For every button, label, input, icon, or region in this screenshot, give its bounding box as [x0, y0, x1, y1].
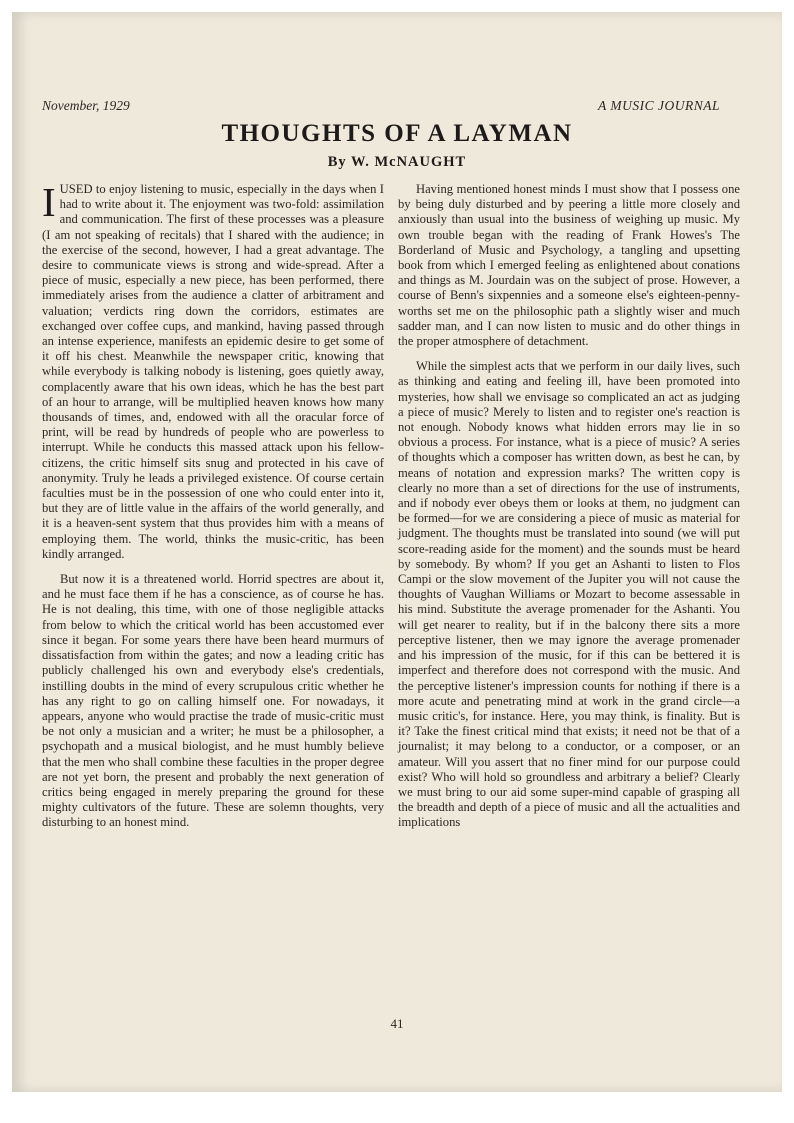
left-column — [42, 179, 384, 831]
paragraph — [42, 179, 384, 562]
journal-page — [12, 12, 782, 1092]
article-title: THOUGHTS OF A LAYMAN — [221, 120, 573, 147]
page-number: 41 — [390, 1016, 404, 1031]
paragraph: But now it is a threatened world. Horrid spectres are about it, and he must face them if he has a conscience, as of course he has. He is not dealing, this time, with one of those negligible attacks from below to which the critical world has been accustomed ever since it began. For some years there have been heard murmurs of dissatisfaction from within the gates; and now a leading critic has publicly challenged his own and everybody else's credentials, instilling doubts in the mind of every scrupulous critic whether he has any right to go on calling himself one. For nowadays, it appears, anyone who would practise the trade of music-critic must be not only a musician and a writer; he must be a philosopher, a psychopath and a musical biologist, and he must humbly believe that the men who shall combine these faculties in the proper degree are not yet born, the present and probably the next generation of critics being engaged in merely preparing the ground for these mighty cultivators of the future. These are solemn thoughts, very disturbing to an honest mind. — [42, 572, 384, 830]
article-byline: By W. McNAUGHT — [327, 154, 467, 170]
paragraph-text: USED to enjoy listening to music, especially in the days when I had to write about it. The enjoyment was two-fold: assimilation and communication. The first of these processes was a pleasure (I am not speaking of recitals) that I shared with the audience; in the exercise of the second, however, I had a great advantage. The desire to communicate views is strong and wide-spread. After a piece of music, especially a new piece, has been performed, there immediately arises from the audience a clatter of arbitrament and valuation; verdicts ring down the corridors, estimates are exchanged over coffee cups, and mankind, having passed through an intense experience, manifests an epidemic desire to get some of it off his chest. Meanwhile the newspaper critic, knowing that while everybody is talking nobody is listening, goes quietly away, complacently aware that his own ideas, which he has the best part of an hour to arrange, will be multiplied heaven knows how many thousands of times, and, endowed with all the oracular force of print, will be read by hundreds of people who are powerless to interrupt. While he conducts this massed attack upon his fellow-citizens, the critic himself sits snug and protected in his cave of anonymity. Truly he leads a privileged existence. Of course certain faculties must be in the possession of one who could enter into it, but they are of little value in the affairs of the world generally, and it is a heaven-sent system that thus provides him with a means of employing them. The world, thinks the music-critic, has been kindly arranged. — [42, 182, 384, 561]
paragraph: Having mentioned honest minds I must show that I possess one by being duly disturbed and by peering a little more closely and anxiously than usual into the business of weighing up music. My own trouble began with the reading of Frank Howes's The Borderland of Music and Psychology, a tangling and upsetting book from which I emerged feeling as enlightened about conations and things as M. Jourdain was on the subject of prose. However, a course of Benn's sixpennies and a someone else's eighteen-penny-worths set me on the philosophic path a slightly wiser and much sadder man, and I can now listen to music and do other things in the proper atmosphere of detachment. — [398, 182, 740, 349]
issue-date: November, 1929 — [42, 98, 130, 113]
paragraph: While the simplest acts that we perform in our daily lives, such as thinking and eating and feeling ill, have been promoted into mysteries, how shall we envisage so complicated an act as judging a piece of music? Merely to listen and to register one's reaction is not enough. Nobody knows what hidden errors may lie in so obvious a process. For instance, what is a piece of music? A series of thoughts which a composer has written down, as best he can, by means of notation and expression marks? The written copy is clearly no more than a set of directions for the use of instruments, and if nobody ever obeys them or looks at them, no judgment can be formed—for we are considering a piece of music as material for judgment. The thoughts must be translated into sound (we will put score-reading aside for the moment) and the sounds must be heard by somebody. By whom? If you get an Ashanti to listen to Flos Campi or the slow movement of the Jupiter you will not cause the thoughts of Vaughan Williams or Mozart to become assessable in his mind. Substitute the average promenader for the Ashanti. You will get nearer to reality, but if in the balcony there sits a more perceptive listener, then we may ignore the average promenader and his impression of the music, for if this can be bettered it is imperfect and therefore does not correspond with the music. And the perceptive listener's impression counts for nothing if there is a more acute and penetrating mind at work in the grand circle—a music critic's, for instance. Here, you may think, is finality. But is it? Take the finest critical mind that exists; it need not be that of a journalist; it may belong to a conductor, or a composer, or an amateur. Will you assert that no finer mind for our purpose could exist? Who will hold so groundless and arbitrary a belief? Clearly we must bring to our aid some super-mind capable of grasping all the breadth and depth of a piece of music and all the actualities and implications — [398, 359, 740, 830]
right-column — [398, 182, 740, 831]
drop-cap: I — [42, 179, 56, 225]
journal-name: A MUSIC JOURNAL — [598, 98, 720, 113]
